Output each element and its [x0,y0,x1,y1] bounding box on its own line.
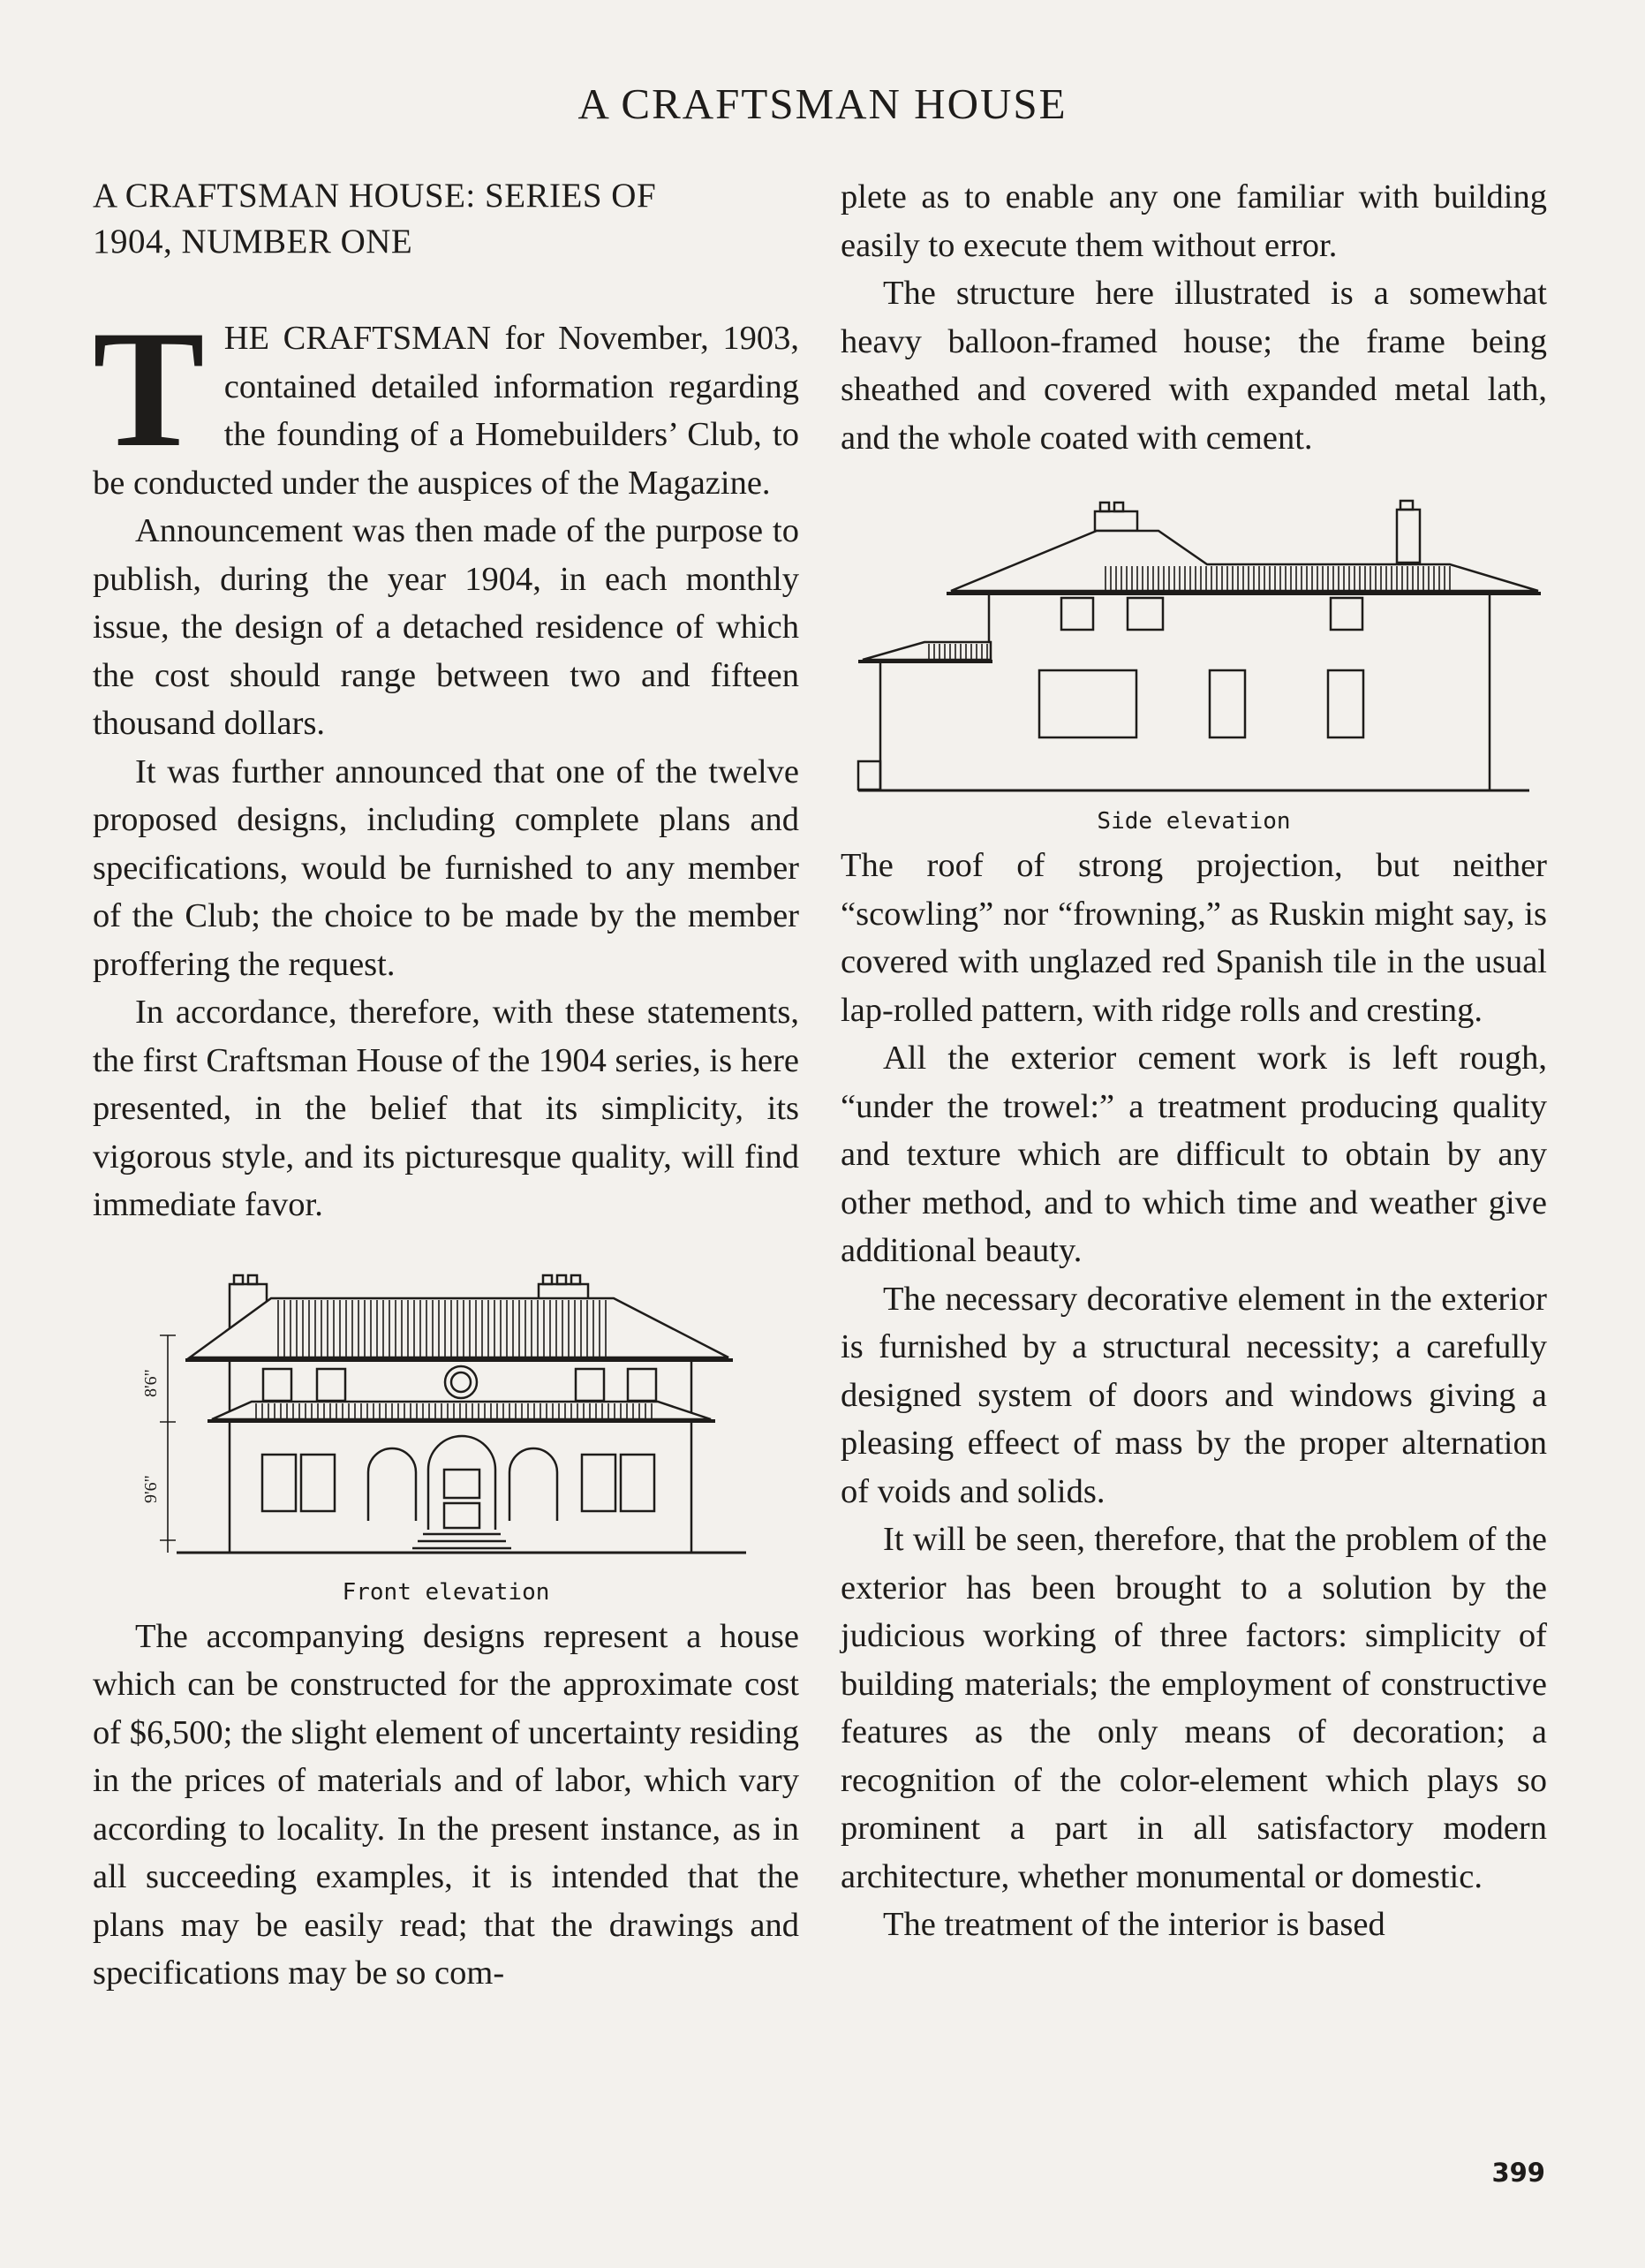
paragraph-accordance: In accordance, therefore, with these statements, the first Craftsman House of the 1904 series, is here presented, in the belief that its simplicity, its vigorous style, and its picturesque quality, will find immediate favor. [93,994,799,1223]
page-number: 399 [1491,2158,1545,2188]
section-title [93,173,799,265]
front-elevation-caption: Front elevation [342,1578,550,1606]
opening-paragraph-text: HE CRAFTSMAN for November, 1903, contained detailed information regarding the founding of a Homebuilders’ Club, to be conducted under the auspices of the Magazine. [93,320,799,502]
side-elevation-drawing [841,485,1547,803]
dimension-upper: 8'6" [141,1368,161,1397]
paragraph-announcement: Announcement was then made of the purpose to publish, during the year 1904, in each monthly issue, the design of a detached residence of which the cost should range between two and fifteen thousand dollars. [93,512,799,742]
section-title-line2: 1904, NUMBER ONE [93,223,413,261]
opening-paragraph [93,297,799,507]
paragraph-structure: The structure here illustrated is a somewhat heavy balloon-framed house; the frame being sheathed and covered with expanded metal lath, and the whole coated with cement. [841,275,1547,457]
paragraph-cement: All the exterior cement work is left rough, “under the trowel:” a treatment producing quality and texture which are difficult to obtain by any other method, and to which time and weather give additional beauty. [841,1040,1547,1269]
dimension-lower: 9'6" [141,1474,161,1503]
paragraph-roof: The roof of strong projection, but neither “scowling” nor “frowning,” as Ruskin might say, is covered with unglazed red Spanish tile in the usual lap-rolled pattern, with ridge rolls and cresting. [841,847,1547,1029]
paragraph-further: It was further announced that one of the twelve proposed designs, including complete plans and specifications, would be furnished to any member of the Club; the choice to be made by the member proffering the request. [93,752,799,983]
paragraph-accompanying: The accompanying designs represent a house which can be constructed for the approximate cost of $6,500; the slight element of uncertainty residing in the prices of materials and of labor, which vary according to locality. In the present instance, as in all succeeding examples, it is intended that the plans may be easily read; that the drawings and specifications may be so com- [93,1617,799,1992]
drop-cap: T [93,297,205,482]
left-column [93,173,799,1998]
front-elevation-figure [93,1265,799,1607]
section-title-line1: A CRAFTSMAN HOUSE: SERIES OF [93,177,657,215]
paragraph-decorative: The necessary decorative element in the exterior is furnished by a structural necessity; a carefully designed system of doors and windows giving a pleasing effeect of mass by the proper alternation of voids and solids. [841,1280,1547,1510]
side-elevation-caption: Side elevation [1097,808,1291,835]
right-column [841,173,1547,1949]
side-elevation-figure [841,485,1547,836]
paragraph-problem: It will be seen, therefore, that the problem of the exterior has been brought to a solution by the judicious working of three factors: simplicity of building materials; the employment of constructive features as the only means of decoration; a recognition of the color-element which plays so prominent a part in all satisfactory modern architecture, whether monumental or domestic. [841,1521,1547,1895]
front-elevation-drawing [93,1265,799,1574]
running-head: A CRAFTSMAN HOUSE [577,79,1068,128]
paragraph-interior: The treatment of the interior is based [883,1906,1385,1943]
paragraph-continuation: plete as to enable any one familiar with building easily to execute them without error. [841,178,1547,264]
